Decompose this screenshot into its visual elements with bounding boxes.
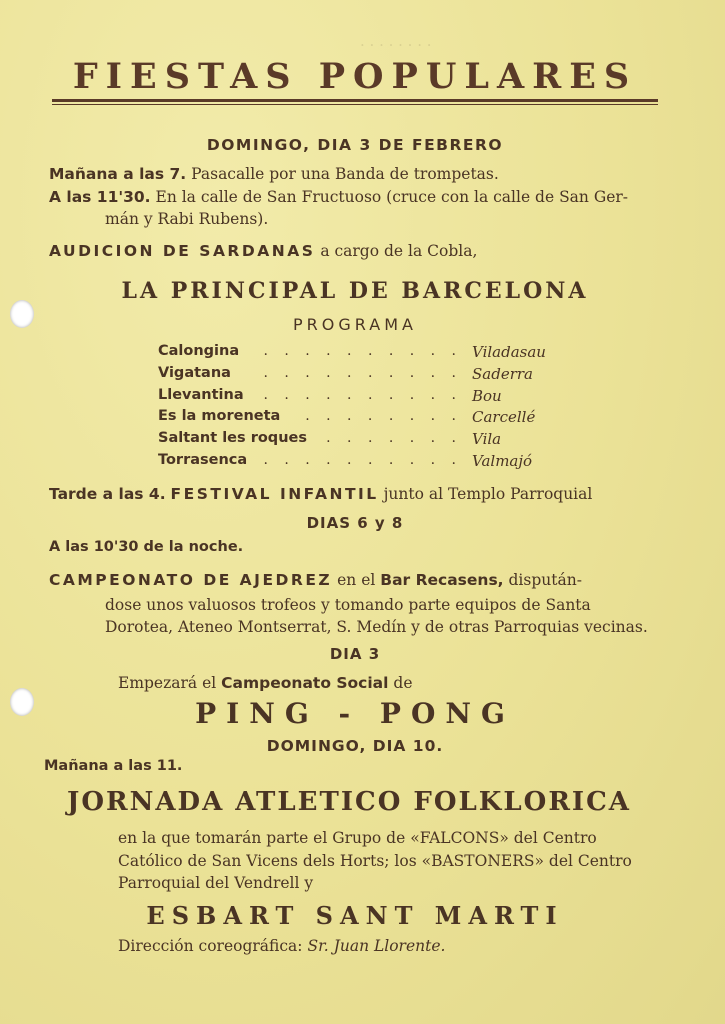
day1-item1 bbox=[49, 164, 499, 185]
tarde-time: Tarde a las 4. bbox=[49, 485, 166, 503]
days68-heading: DIAS 6 y 8 bbox=[306, 514, 404, 532]
ajedrez-place: Bar Recasens, bbox=[380, 571, 504, 589]
programa-title: Torrasenca bbox=[158, 452, 248, 468]
page-title: FIESTAS POPULARES bbox=[72, 56, 638, 97]
programa-author: Saderra bbox=[472, 364, 533, 383]
pingpong-campeonato: Campeonato Social bbox=[221, 674, 389, 692]
programa-dots: . . . . . . . . . . bbox=[263, 386, 462, 403]
direccion-line bbox=[118, 936, 445, 957]
programa-author: Vila bbox=[472, 430, 502, 449]
programa-title: Es la moreneta bbox=[158, 408, 281, 425]
day1-item1-text: Pasacalle por una Banda de trompetas. bbox=[191, 165, 499, 183]
pingpong-text2: de bbox=[393, 674, 413, 692]
title-rule-thick bbox=[52, 99, 658, 102]
ajedrez-text2: dispután- bbox=[508, 571, 582, 589]
programa-author: Valmajó bbox=[472, 452, 533, 470]
day1-heading: DOMINGO, DIA 3 DE FEBRERO bbox=[206, 136, 504, 154]
audicion-label: AUDICION DE SARDANAS bbox=[49, 242, 316, 260]
tarde-line bbox=[49, 484, 592, 505]
ajedrez-text1: en el bbox=[337, 571, 376, 589]
jornada-line1: en la que tomarán parte el Grupo de «FALCONS» del Centro bbox=[118, 829, 597, 847]
pingpong-text1: Empezará el bbox=[118, 674, 217, 692]
programa-dots: . . . . . . . . . . bbox=[263, 343, 462, 359]
programa-dots: . . . . . . . bbox=[326, 430, 462, 447]
tarde-text: junto al Templo Parroquial bbox=[383, 485, 593, 503]
esbart-title: ESBART SANT MARTI bbox=[146, 901, 564, 930]
day1-item1-time: Mañana a las 7. bbox=[49, 165, 187, 183]
pingpong-title: PING - PONG bbox=[195, 697, 515, 730]
direccion-label: Dirección coreográfica: bbox=[118, 937, 303, 955]
punch-hole-bottom bbox=[10, 688, 34, 716]
day10-time: Mañana a las 11. bbox=[44, 758, 183, 774]
programa-dots: . . . . . . . . . . bbox=[263, 452, 462, 468]
programa-title: Vigatana bbox=[158, 364, 231, 381]
programa-title: Calongina bbox=[158, 343, 240, 359]
days68-time: A las 10'30 de la noche. bbox=[49, 539, 244, 555]
day3b-heading: DIA 3 bbox=[329, 645, 381, 663]
jornada-line2: Católico de San Vicens dels Horts; los «BASTONERS» del Centro bbox=[118, 852, 632, 870]
ajedrez-line3: Dorotea, Ateneo Montserrat, S. Medín y de otras Parroquias vecinas. bbox=[105, 618, 648, 636]
jornada-title: JORNADA ATLETICO FOLKLORICA bbox=[67, 787, 631, 817]
day10-heading: DOMINGO, DIA 10. bbox=[266, 737, 444, 755]
programa-dots: . . . . . . . . . . bbox=[263, 364, 462, 381]
cobla-name: LA PRINCIPAL DE BARCELONA bbox=[121, 278, 589, 304]
punch-hole-top bbox=[10, 300, 34, 328]
programa-title: Llevantina bbox=[158, 386, 244, 403]
jornada-line3: Parroquial del Vendrell y bbox=[118, 874, 314, 892]
pingpong-intro bbox=[118, 673, 413, 694]
tarde-festival: FESTIVAL INFANTIL bbox=[170, 485, 379, 503]
programa-heading: PROGRAMA bbox=[293, 315, 417, 334]
day1-item2-text-line2: mán y Rabi Rubens). bbox=[105, 210, 269, 228]
programa-author: Carcellé bbox=[472, 408, 536, 427]
programa-title: Saltant les roques bbox=[158, 430, 307, 447]
audicion-text: a cargo de la Cobla, bbox=[320, 242, 478, 260]
day1-item2 bbox=[49, 187, 628, 208]
audicion-line bbox=[49, 241, 477, 262]
title-rule-thin bbox=[52, 104, 658, 105]
direccion-name: Sr. Juan Llorente. bbox=[307, 937, 446, 955]
day1-item2-text-line1: En la calle de San Fructuoso (cruce con la calle de San Ger- bbox=[155, 188, 629, 206]
ajedrez-line2: dose unos valuosos trofeos y tomando parte equipos de Santa bbox=[105, 596, 591, 614]
programa-author: Viladasau bbox=[472, 343, 546, 361]
programa-dots: . . . . . . . . bbox=[305, 408, 462, 425]
ajedrez-label: CAMPEONATO DE AJEDREZ bbox=[49, 571, 333, 589]
ajedrez-line1 bbox=[49, 570, 582, 591]
programa-author: Bou bbox=[472, 386, 502, 405]
bleed-through-text: . . . . . . . . bbox=[360, 32, 432, 50]
day1-item2-time: A las 11'30. bbox=[49, 188, 151, 206]
